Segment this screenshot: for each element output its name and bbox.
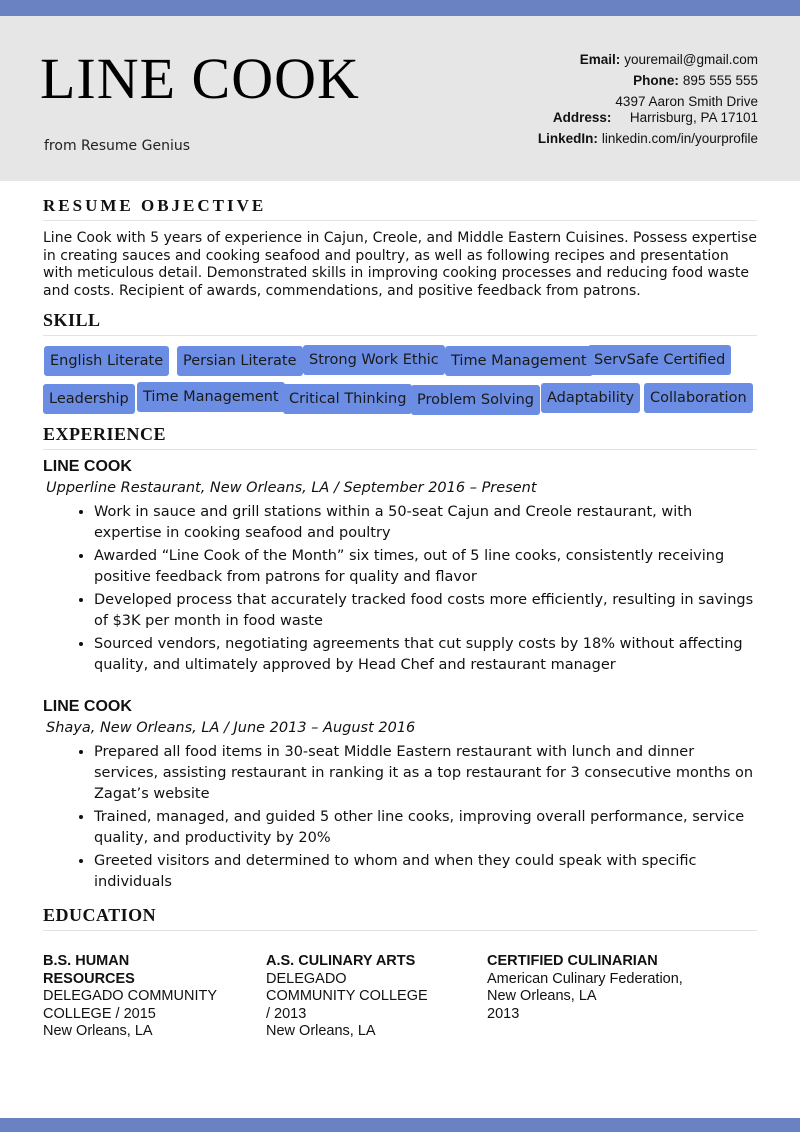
contact-address — [428, 94, 758, 126]
job-bullets — [43, 502, 757, 676]
job-meta: Shaya, New Orleans, LA / June 2013 – August 2016 — [46, 720, 416, 736]
job-bullets — [43, 742, 757, 893]
job-entry — [43, 458, 757, 676]
skill-tag: Leadership — [43, 384, 135, 414]
phone-label: Phone: — [633, 73, 679, 88]
education-entry — [43, 953, 243, 1041]
email-label: Email: — [579, 52, 621, 67]
address-label: Address: — [552, 110, 612, 125]
skill-tag: Critical Thinking — [283, 384, 412, 414]
job-meta: Upperline Restaurant, New Orleans, LA / September 2016 – Present — [46, 480, 537, 496]
job-bullet: • Sourced vendors, negotiating agreements that cut supply costs by 18% without affecting quality, and ultimately approved by Head Chef and restaurant manager — [94, 634, 757, 676]
top-accent-bar — [0, 0, 800, 16]
education-year: / 2013 — [266, 1005, 307, 1022]
skills-list — [43, 348, 757, 422]
linkedin-label: LinkedIn: — [537, 131, 598, 146]
job-entry — [43, 698, 757, 893]
job-bullet: • Greeted visitors and determined to whom and when they could speak with specific individuals — [94, 851, 757, 893]
education-degree: A.S. CULINARY ARTS — [266, 953, 416, 969]
skill-tag: Problem Solving — [411, 385, 540, 415]
education-year: 2013 — [487, 1005, 520, 1022]
education-school: DELEGADO — [266, 970, 347, 987]
resume-source: from Resume Genius — [44, 138, 191, 154]
skill-tag: Collaboration — [644, 383, 753, 413]
contact-linkedin — [428, 131, 758, 147]
job-bullet: • Prepared all food items in 30-seat Middle Eastern restaurant with lunch and dinner services, assisting restaurant in ranking it as a top restaurant for 3 consecutive months on Zagat’s website — [94, 742, 757, 805]
skill-tag: Strong Work Ethic — [303, 345, 445, 375]
education-list — [43, 953, 757, 1053]
skill-tag: English Literate — [44, 346, 169, 376]
job-title: LINE COOK — [43, 698, 132, 715]
job-bullet: • Developed process that accurately tracked food costs more efficiently, resulting in savings of $3K per month in food waste — [94, 590, 757, 632]
objective-heading: RESUME OBJECTIVE — [43, 196, 757, 221]
job-bullet: • Awarded “Line Cook of the Month” six times, out of 5 line cooks, consistently receiving positive feedback from patrons for quality and flavor — [94, 546, 757, 588]
job-bullet: • Trained, managed, and guided 5 other line cooks, improving overall performance, service quality, and productivity by 20% — [94, 807, 757, 849]
bottom-accent-bar — [0, 1118, 800, 1132]
education-school: DELEGADO COMMUNITY — [43, 988, 218, 1004]
education-degree: B.S. HUMAN — [43, 953, 130, 969]
address-line-2: Harrisburg, PA 17101 — [629, 110, 758, 125]
education-heading: EDUCATION — [43, 905, 757, 931]
contact-phone — [428, 73, 758, 89]
education-location: New Orleans, LA — [266, 1023, 376, 1039]
experience-heading: EXPERIENCE — [43, 424, 757, 450]
education-location: New Orleans, LA — [487, 988, 597, 1004]
skill-tag: Time Management — [137, 382, 285, 412]
education-degree: RESOURCES — [43, 970, 135, 987]
education-entry — [266, 953, 476, 1041]
objective-text: Line Cook with 5 years of experience in Cajun, Creole, and Middle Eastern Cuisines. Possess expertise in creating sauces and cooking seafood and poultry, as well as following recipes and presentation with meticulous detail. Demonstrated skills in improving cooking processes and reducing food waste and costs. Recipient of awards, commendations, and positive feedback from patrons. — [43, 230, 757, 299]
email-value: youremail@gmail.com — [624, 52, 758, 67]
job-bullet: • Work in sauce and grill stations within a 50-seat Cajun and Creole restaurant, with expertise in cooking seafood and poultry — [94, 502, 757, 544]
job-title: LINE COOK — [43, 458, 132, 475]
contact-email — [428, 52, 758, 68]
phone-value: 895 555 555 — [682, 73, 758, 88]
linkedin-value: linkedin.com/in/yourprofile — [601, 131, 758, 146]
education-degree: CERTIFIED CULINARIAN — [487, 953, 658, 969]
skills-row-1 — [43, 348, 757, 385]
skill-tag: Time Management — [445, 346, 593, 376]
address-line-1: 4397 Aaron Smith Drive — [615, 94, 758, 109]
education-school: COLLEGE / 2015 — [43, 1005, 156, 1022]
education-school: COMMUNITY COLLEGE — [266, 988, 428, 1004]
education-school: American Culinary Federation, — [487, 970, 683, 987]
skill-tag: Adaptability — [541, 383, 640, 413]
resume-body — [43, 196, 757, 1053]
skill-tag: ServSafe Certified — [588, 345, 731, 375]
skill-tag: Persian Literate — [177, 346, 303, 376]
education-location: New Orleans, LA — [43, 1023, 153, 1039]
contact-block — [428, 52, 758, 152]
education-entry — [487, 953, 747, 1023]
skills-row-2 — [43, 385, 757, 422]
skills-heading: SKILL — [43, 310, 757, 336]
resume-name: LINE COOK — [40, 46, 360, 111]
resume-header — [0, 16, 800, 181]
